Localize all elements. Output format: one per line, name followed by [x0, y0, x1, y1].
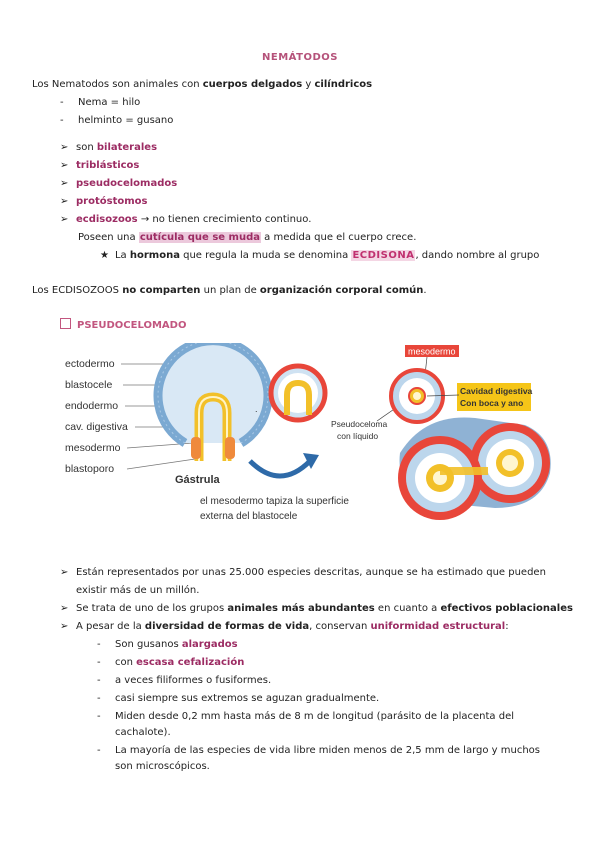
label-blastoporo: blastoporo: [65, 463, 115, 475]
page-title: NEMÁTODOS: [262, 52, 338, 63]
tube-3d-figure: [398, 417, 551, 520]
star-icon: ★: [100, 250, 109, 261]
sub-text: La mayoría de las especies de vida libre miden menos de 2,5 mm de largo y muchos: [115, 745, 540, 756]
sub-text: a veces filiformes o fusiformes.: [115, 675, 272, 686]
fact-post: :: [505, 621, 509, 632]
arrow-bullet-icon: ➢: [60, 142, 69, 153]
section-heading: [60, 318, 186, 331]
trait-post: → no tienen crecimiento continuo.: [137, 214, 312, 225]
sub-item: - casi siempre sus extremos se aguzan gradualmente.: [97, 693, 380, 704]
pseudocoelom-diagram: [65, 343, 555, 528]
trait-item: [60, 177, 177, 191]
fact-bold: efectivos poblacionales: [440, 603, 573, 614]
ecdis-post: .: [423, 285, 427, 296]
label-boca-ano: Con boca y ano: [460, 398, 524, 408]
caption-line-2: externa del blastocele: [200, 511, 298, 522]
fact-item: [60, 602, 573, 616]
label-blastocele: blastocele: [65, 379, 113, 391]
label-con-liquido: con líquido: [337, 431, 379, 441]
label-gastrula: Gástrula: [175, 474, 220, 486]
label-mesodermo: mesodermo: [65, 442, 121, 454]
arrow-bullet-icon: ➢: [60, 603, 69, 614]
label-mesodermo-tag: mesodermo: [408, 346, 456, 357]
hormone-line: [100, 249, 539, 263]
molt-post: a medida que el cuerpo crece.: [260, 232, 417, 243]
sub-pre: Son gusanos: [115, 639, 182, 650]
fact-bold: animales más abundantes: [227, 603, 375, 614]
ecdis-bold-1: no comparten: [122, 285, 201, 296]
intro-bold-1: cuerpos delgados: [202, 79, 303, 90]
molt-line: [78, 231, 416, 245]
hormone-pre: La: [114, 250, 130, 261]
sub-pink: alargados: [181, 639, 238, 650]
fact-mid: , conservan: [309, 621, 371, 632]
hormone-mid: que regula la muda se denomina: [179, 250, 352, 261]
gastrula-figure: [158, 343, 268, 461]
fact-pre: Se trata de uno de los grupos: [76, 603, 228, 614]
sub-item: - Miden desde 0,2 mm hasta más de 8 m de longitud (parásito de la placenta del: [97, 711, 515, 722]
fact-item: [60, 566, 546, 580]
sub-text: casi siempre sus extremos se aguzan gradualmente.: [115, 693, 380, 704]
embryo-stage-2: [271, 366, 325, 420]
label-cav-digestiva: cav. digestiva: [65, 421, 128, 433]
sub-item: - a veces filiformes o fusiformes.: [97, 675, 272, 686]
fact-bold: diversidad de formas de vida: [144, 621, 310, 632]
hormone-post: , dando nombre al grupo: [415, 250, 540, 261]
arrow-bullet-icon: ➢: [60, 160, 69, 171]
trait-item: [60, 195, 147, 209]
fact-item-cont: [76, 584, 199, 598]
fact-item: [60, 620, 509, 634]
etym-item: - helminto = gusano: [60, 115, 174, 126]
sub-text: son microscópicos.: [115, 761, 210, 772]
curved-arrow-icon: [250, 461, 310, 476]
trait-ecdisozoos: ecdisozoos: [76, 214, 138, 225]
fact-mid: en cuanto a: [374, 603, 441, 614]
trait-pseudocelomados: pseudocelomados: [76, 178, 178, 189]
sub-item-cont: [115, 726, 171, 740]
fact-text: existir más de un millón.: [76, 585, 200, 596]
ecdisona-highlight: ECDISONA: [352, 250, 415, 261]
fact-pre: A pesar de la: [76, 621, 145, 632]
section-title: PSEUDOCELOMADO: [77, 320, 187, 331]
trait-protostomos: protóstomos: [76, 196, 148, 207]
checkbox-icon: [60, 318, 71, 329]
intro-bold-2: cilíndricos: [314, 79, 373, 90]
intro-text: Los Nematodos son animales con: [32, 79, 203, 90]
ecdis-line: [32, 284, 427, 298]
ecdis-pre: Los ECDISOZOOS: [32, 285, 123, 296]
ecdis-mid: un plan de: [200, 285, 260, 296]
fact-text: Están representados por unas 25.000 especies descritas, aunque se ha estimado que pueden: [76, 567, 546, 578]
arrow-bullet-icon: ➢: [60, 567, 69, 578]
fact-pink: uniformidad estructural: [370, 621, 506, 632]
label-pseudoceloma: Pseudoceloma: [331, 419, 388, 429]
etym-text: helminto = gusano: [78, 115, 174, 126]
sub-pre: con: [115, 657, 137, 668]
sub-item: - La mayoría de las especies de vida libre miden menos de 2,5 mm de largo y muchos: [97, 745, 540, 756]
molt-highlight: cutícula que se muda: [139, 232, 260, 243]
hormone-bold: hormona: [129, 250, 180, 261]
sub-text: cachalote).: [115, 727, 171, 738]
sub-item-cont: [115, 760, 210, 774]
dot-label: .: [255, 404, 258, 414]
sub-text: Miden desde 0,2 mm hasta más de 8 m de longitud (parásito de la placenta del: [115, 711, 515, 722]
ecdis-bold-2: organización corporal común: [259, 285, 424, 296]
trait-pre: son: [76, 142, 97, 153]
arrow-bullet-icon: ➢: [60, 214, 69, 225]
label-cavidad: Cavidad digestiva: [460, 386, 533, 396]
etym-item: - Nema = hilo: [60, 97, 141, 108]
trait-item: [60, 159, 139, 173]
intro-line: [32, 78, 372, 92]
label-endodermo: endodermo: [65, 400, 119, 412]
trait-bilaterales: bilaterales: [96, 142, 158, 153]
intro-mid: y: [302, 79, 315, 90]
arrow-bullet-icon: ➢: [60, 178, 69, 189]
molt-pre: Poseen una: [78, 232, 139, 243]
arrow-bullet-icon: ➢: [60, 621, 69, 632]
trait-triblasticos: triblásticos: [76, 160, 140, 171]
etym-text: Nema = hilo: [78, 97, 141, 108]
caption-line-1: el mesodermo tapiza la superficie: [200, 496, 349, 507]
trait-item: [60, 213, 311, 227]
arrow-bullet-icon: ➢: [60, 196, 69, 207]
sub-pink: escasa cefalización: [136, 657, 245, 668]
sub-item: - Son gusanos alargados: [97, 639, 238, 650]
label-ectodermo: ectodermo: [65, 358, 115, 370]
sub-item: - con escasa cefalización: [97, 657, 245, 668]
trait-item: [60, 141, 157, 155]
